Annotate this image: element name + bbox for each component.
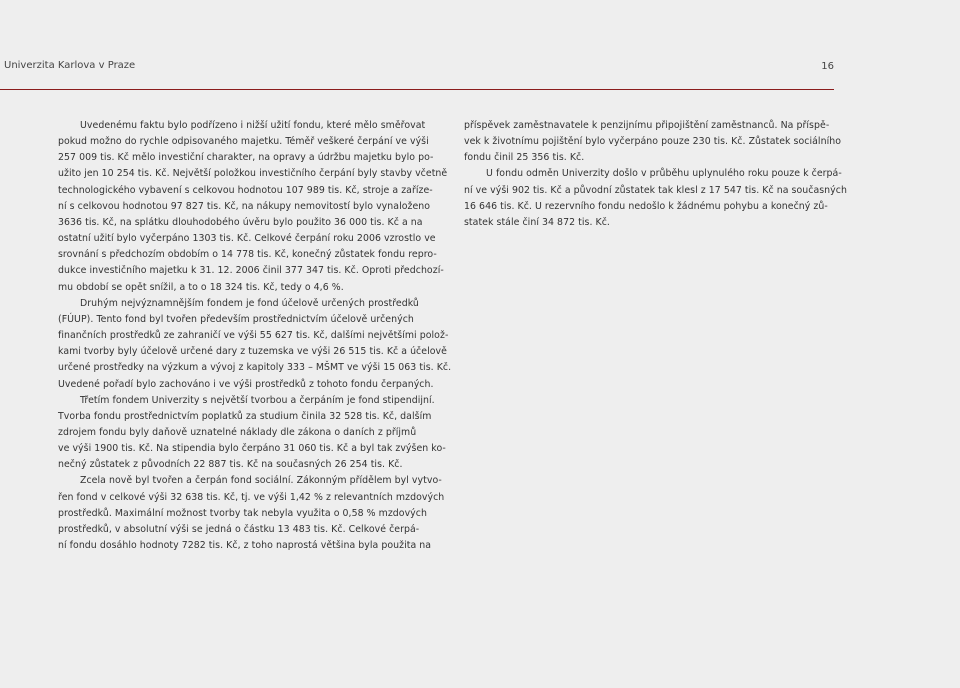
text-line: 257 009 tis. Kč mělo investiční charakter, na opravy a údržbu majetku bylo po- <box>58 152 434 164</box>
text-line: Zcela nově byl tvořen a čerpán fond sociální. Zákonným přídělem byl vytvo- <box>80 475 442 487</box>
text-line: (FÚUP). Tento fond byl tvořen především prostřednictvím účelově určených <box>58 313 414 325</box>
text-line: prostředků. Maximální možnost tvorby tak nebyla využita o 0,58 % mzdových <box>58 507 427 519</box>
text-line: příspěvek zaměstnavatele k penzijnímu připojištění zaměstnanců. Na příspě- <box>464 120 830 131</box>
text-line: Uvedenému faktu bylo podřízeno i nižší užití fondu, které mělo směřovat <box>80 120 426 131</box>
text-line: dukce investičního majetku k 31. 12. 2006 činil 377 347 tis. Kč. Oproti předchozí- <box>58 265 444 277</box>
text-line: technologického vybavení s celkovou hodnotou 107 989 tis. Kč, stroje a zaříze- <box>58 184 433 196</box>
page-number: 16 <box>821 61 834 72</box>
text-line: fondu činil 25 356 tis. Kč. <box>464 152 585 164</box>
text-line: finančních prostředků ze zahraničí ve výši 55 627 tis. Kč, dalšími největšími polož- <box>58 330 449 342</box>
text-line: řen fond v celkové výši 32 638 tis. Kč, tj. ve výši 1,42 % z relevantních mzdových <box>58 491 445 503</box>
header-title: Univerzita Karlova v Praze <box>4 60 136 71</box>
text-line: srovnání s předchozím obdobím o 14 778 tis. Kč, konečný zůstatek fondu repro- <box>58 249 437 261</box>
text-line: užito jen 10 254 tis. Kč. Největší položkou investičního čerpání byly stavby včetně <box>58 168 448 180</box>
left-text-column <box>58 118 452 554</box>
text-line: zdrojem fondu byly daňově uznatelné náklady dle zákona o daních z příjmů <box>58 426 417 438</box>
header-rule <box>0 89 834 90</box>
text-line: Třetím fondem Univerzity s největší tvorbou a čerpáním je fond stipendijní. <box>80 394 435 406</box>
text-line: Druhým nejvýznamnějším fondem je fond účelově určených prostředků <box>80 297 419 309</box>
text-line: ní s celkovou hodnotou 97 827 tis. Kč, na nákupy nemovitostí bylo vynaloženo <box>58 200 431 212</box>
text-line: kami tvorby byly účelově určené dary z tuzemska ve výši 26 515 tis. Kč a účelově <box>58 346 447 358</box>
text-line: ve výši 1900 tis. Kč. Na stipendia bylo čerpáno 31 060 tis. Kč a byl tak zvýšen ko- <box>58 443 446 455</box>
text-line: ostatní užití bylo vyčerpáno 1303 tis. Kč. Celkové čerpání roku 2006 vzrostlo ve <box>58 233 436 245</box>
text-line: určené prostředky na výzkum a vývoj z kapitoly 333 – MŠMT ve výši 15 063 tis. Kč. <box>58 362 452 374</box>
text-line: vek k životnímu pojištění bylo vyčerpáno pouze 230 tis. Kč. Zůstatek sociálního <box>464 136 841 148</box>
text-line: statek stále činí 34 872 tis. Kč. <box>464 216 610 228</box>
text-line: pokud možno do rychle odpisovaného majetku. Téměř veškeré čerpání ve výši <box>58 136 429 148</box>
text-line: U fondu odměn Univerzity došlo v průběhu uplynulého roku pouze k čerpá- <box>486 168 842 180</box>
right-text-column <box>464 118 847 231</box>
text-line: 3636 tis. Kč, na splátku dlouhodobého úvěru bylo použito 36 000 tis. Kč a na <box>58 216 423 228</box>
text-line: prostředků, v absolutní výši se jedná o částku 13 483 tis. Kč. Celkové čerpá- <box>58 523 420 535</box>
text-line: ní ve výši 902 tis. Kč a původní zůstatek tak klesl z 17 547 tis. Kč na současných <box>464 184 847 196</box>
text-line: Tvorba fondu prostřednictvím poplatků za studium činila 32 528 tis. Kč, dalším <box>58 410 432 422</box>
text-line: nečný zůstatek z původních 22 887 tis. Kč na současných 26 254 tis. Kč. <box>58 459 403 471</box>
text-line: 16 646 tis. Kč. U rezervního fondu nedošlo k žádnému pohybu a konečný zů- <box>464 200 828 212</box>
text-line: Uvedené pořadí bylo zachováno i ve výši prostředků z tohoto fondu čerpaných. <box>58 378 434 390</box>
text-line: ní fondu dosáhlo hodnoty 7282 tis. Kč, z toho naprostá většina byla použita na <box>58 540 432 552</box>
text-line: mu období se opět snížil, a to o 18 324 tis. Kč, tedy o 4,6 %. <box>58 281 344 293</box>
